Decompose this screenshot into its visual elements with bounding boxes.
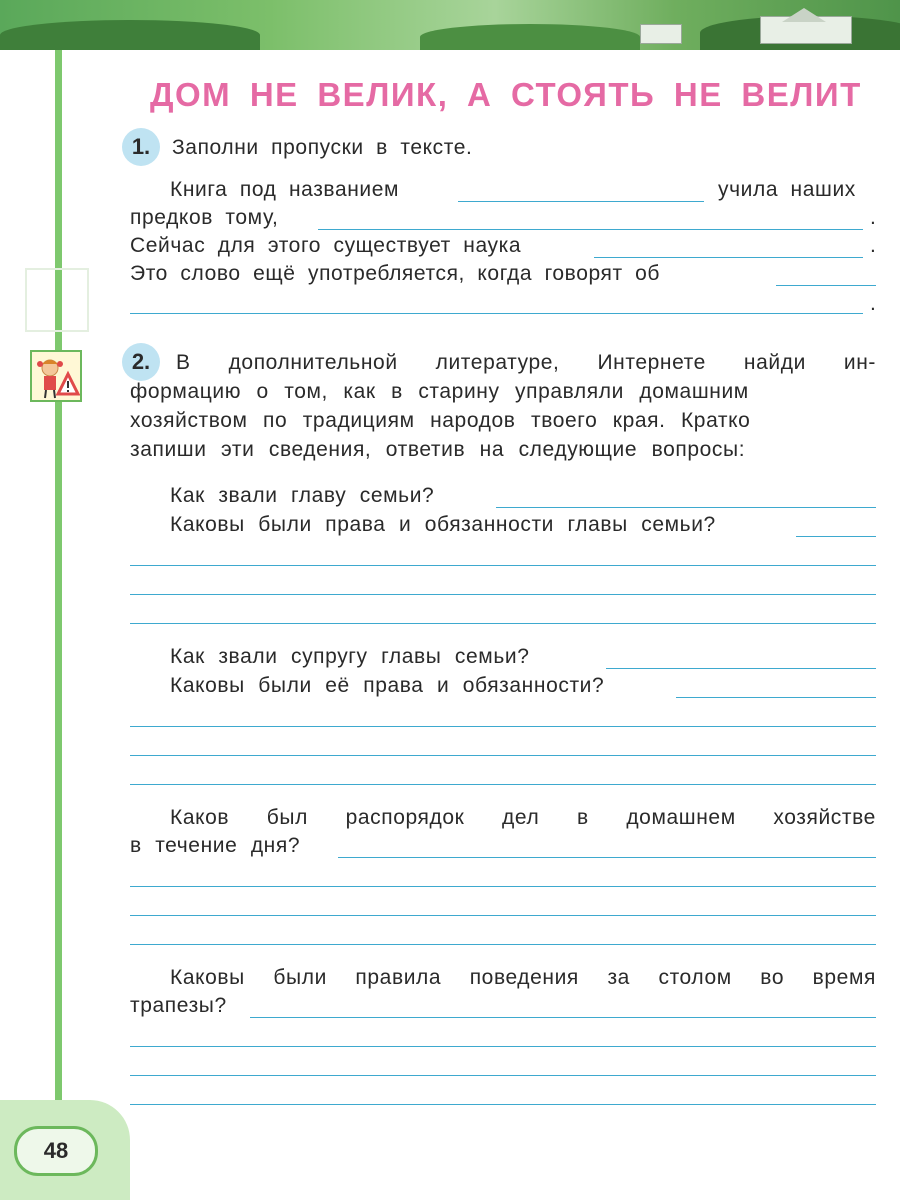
page-title: ДОМ НЕ ВЕЛИК, А СТОЯТЬ НЕ ВЕЛИТ [150, 76, 862, 113]
question-daily-routine-line-1: Каков был распорядок дел в домашнем хозяйстве [170, 806, 876, 829]
page-number: 48 [14, 1126, 98, 1176]
answer-line-book-title[interactable] [458, 201, 704, 202]
question-table-manners-line-2: трапезы? [130, 994, 227, 1017]
answer-line-science[interactable] [594, 257, 863, 258]
task-2-number: 2. [122, 343, 160, 381]
task-2-paragraph-line-2: формацию о том, как в старину управляли домашним [130, 380, 749, 403]
answer-line[interactable] [130, 755, 876, 756]
period: . [870, 234, 877, 257]
task-2-paragraph-line-1: В дополнительной литературе, Интернете найди ин- [176, 351, 876, 374]
task-1-number: 1. [122, 128, 160, 166]
top-banner-photo [0, 0, 900, 50]
answer-line[interactable] [130, 915, 876, 916]
question-daily-routine-line-2: в течение дня? [130, 834, 301, 857]
girl-warning-sign-icon [30, 350, 82, 402]
question-head-name: Как звали главу семьи? [170, 484, 435, 507]
answer-line[interactable] [606, 668, 876, 669]
answer-line[interactable] [796, 536, 876, 537]
question-spouse-name: Как звали супругу главы семьи? [170, 645, 530, 668]
answer-line[interactable] [130, 565, 876, 566]
answer-line[interactable] [130, 1075, 876, 1076]
answer-line-word-usage[interactable] [776, 285, 876, 286]
answer-line[interactable] [130, 594, 876, 595]
question-spouse-rights: Каковы были её права и обязанности? [170, 674, 605, 697]
period: . [870, 206, 877, 229]
answer-line[interactable] [250, 1017, 876, 1018]
period: . [870, 292, 877, 315]
show-through-mark [25, 268, 89, 332]
answer-line[interactable] [130, 1046, 876, 1047]
question-table-manners-line-1: Каковы были правила поведения за столом во время [170, 966, 876, 989]
answer-line[interactable] [130, 623, 876, 624]
answer-line[interactable] [676, 697, 876, 698]
answer-line[interactable] [130, 1104, 876, 1105]
task-1-instruction: Заполни пропуски в тексте. [172, 136, 473, 159]
task-1-text-line-2: предков тому, [130, 206, 279, 229]
answer-line[interactable] [130, 726, 876, 727]
task-2-paragraph-line-4: запиши эти сведения, ответив на следующие вопросы: [130, 438, 746, 461]
answer-line[interactable] [130, 886, 876, 887]
answer-line-word-usage-cont[interactable] [130, 313, 863, 314]
answer-line[interactable] [130, 944, 876, 945]
task-1-text-line-1a: Книга под названием [170, 178, 400, 201]
answer-line[interactable] [496, 507, 876, 508]
margin-line [55, 50, 62, 1140]
task-1-text-line-1b: учила наших [718, 178, 856, 201]
answer-line-taught[interactable] [318, 229, 863, 230]
task-1-text-line-4: Это слово ещё употребляется, когда говорят об [130, 262, 661, 285]
answer-line[interactable] [130, 784, 876, 785]
task-2-paragraph-line-3: хозяйством по традициям народов твоего края. Кратко [130, 409, 751, 432]
answer-line[interactable] [338, 857, 876, 858]
task-1-text-line-3: Сейчас для этого существует наука [130, 234, 522, 257]
question-head-rights: Каковы были права и обязанности главы семьи? [170, 513, 716, 536]
